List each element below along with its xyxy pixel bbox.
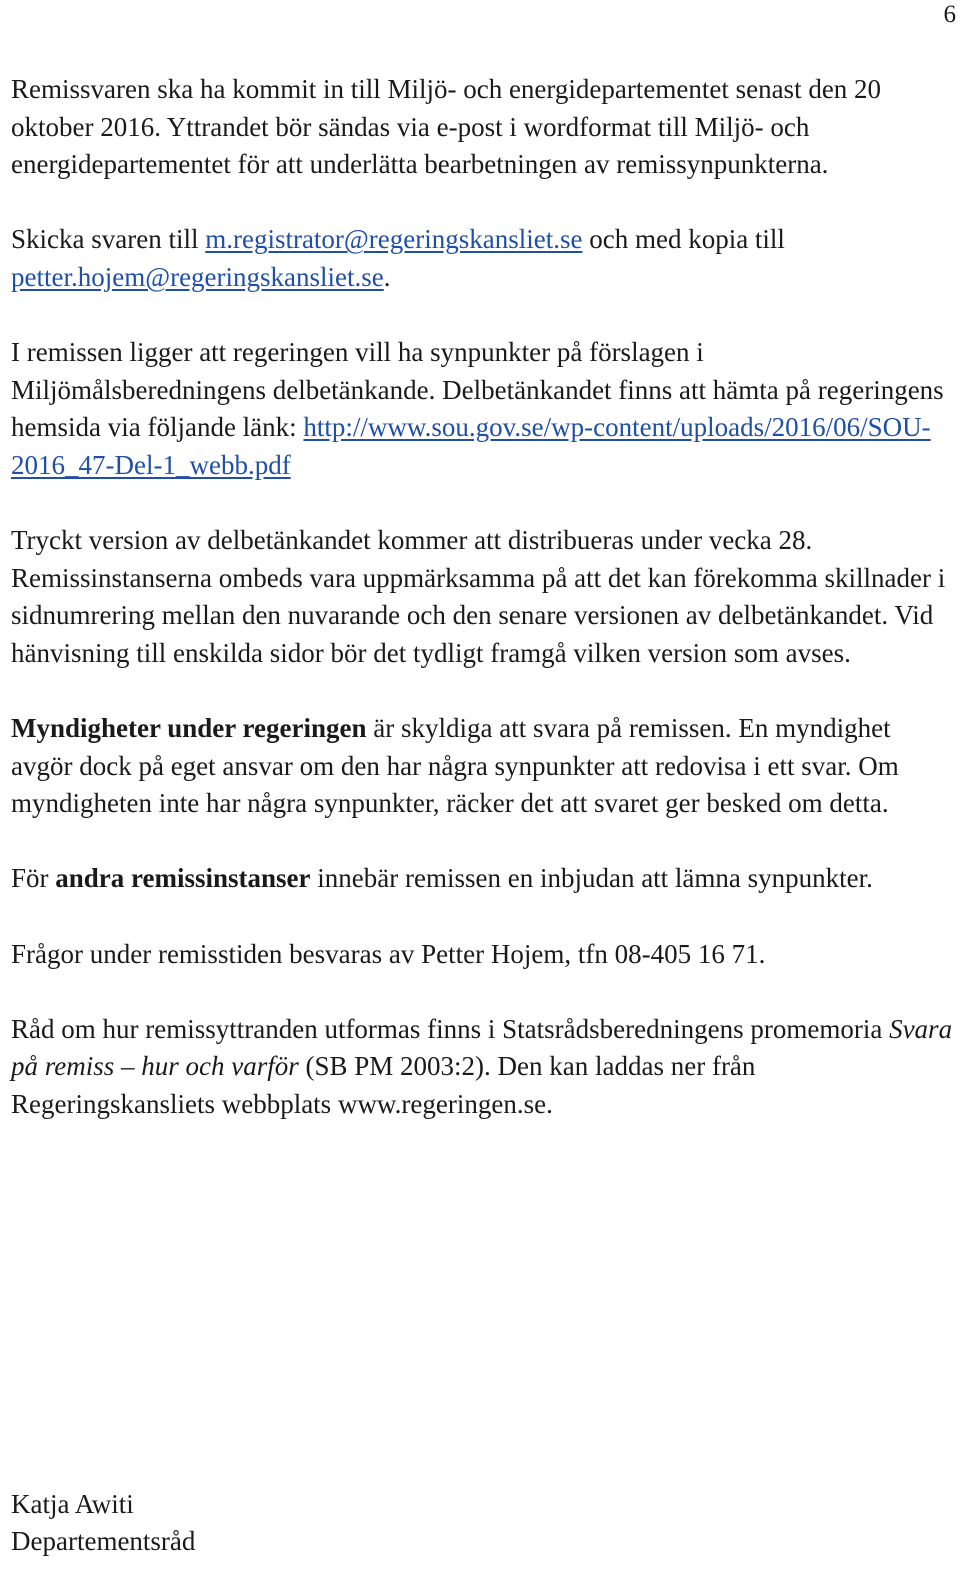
questions-text: Frågor under remisstiden besvaras av Petter Hojem, tfn 08-405 16 71. — [11, 938, 766, 969]
advice-prefix: Råd om hur remissyttranden utformas finns i Statsrådsberedningens promemoria — [11, 1013, 890, 1044]
advice-memo-title: Svara på remiss – hur och varför — [11, 1013, 953, 1082]
paragraph-send-to — [11, 221, 956, 296]
other-bodies-text: innebär remissen en inbjudan att lämna synpunkter. — [310, 863, 873, 894]
other-bodies-heading: andra remissinstanser — [55, 863, 311, 894]
paragraph-deadline-text: Remissvaren ska ha kommit in till Miljö- och energidepartementet senast den 20 oktober 2016. Yttrandet bör sändas via e-post i wordformat till Miljö- och energidepartementet för att underlätta bearbetningen av remissynpunkterna. — [11, 74, 882, 180]
paragraph-report-link — [11, 334, 956, 484]
authorities-text: är skyldiga att svara på remissen. En myndighet avgör dock på eget ansvar om den har några synpunkter att redovisa i ett svar. Om myndigheten inte har några synpunkter, räcker det att svaret ger besked om detta. — [11, 713, 899, 819]
paragraph-deadline — [11, 71, 956, 184]
registrator-email-link[interactable]: m.registrator@regeringskansliet.se — [205, 224, 583, 255]
letter-body — [11, 71, 956, 1161]
report-pdf-link[interactable]: http://www.sou.gov.se/wp-content/uploads/2016/06/SOU-2016_47-Del-1_webb.pdf — [11, 412, 931, 480]
page-number: 6 — [943, 1, 956, 28]
paragraph-other-bodies — [11, 860, 956, 898]
authorities-heading: Myndigheter under regeringen — [11, 713, 367, 744]
printed-version-text: Tryckt version av delbetänkandet kommer att distribueras under vecka 28. Remissinstanserna ombeds vara uppmärksamma på att det kan förekomma skillnader i sidnumrering mellan den nuvarande och den senare versionen av delbetänkandet. Vid hänvisning till enskilda sidor bör det tydligt framgå vilken version som avses. — [11, 525, 946, 668]
signature-title: Departementsråd — [11, 1526, 196, 1556]
paragraph-authorities — [11, 710, 956, 823]
signature-block — [11, 1486, 195, 1560]
paragraph-printed-version — [11, 522, 956, 672]
send-to-middle: och med kopia till — [582, 224, 785, 255]
send-to-prefix: Skicka svaren till — [11, 224, 206, 255]
other-bodies-prefix: För — [11, 863, 56, 894]
petter-hojem-email-link[interactable]: petter.hojem@regeringskansliet.se — [11, 261, 384, 292]
report-link-intro: I remissen ligger att regeringen vill ha synpunkter på förslagen i Miljömålsberedningens delbetänkande. Delbetänkandet finns att hämta på regeringens hemsida via följande länk: — [11, 337, 944, 443]
advice-suffix: (SB PM 2003:2). Den kan laddas ner från Regeringskansliets webbplats www.regeringen.se. — [11, 1051, 756, 1120]
signature-name: Katja Awiti — [11, 1489, 134, 1519]
send-to-suffix: . — [383, 261, 391, 292]
paragraph-advice — [11, 1011, 956, 1124]
paragraph-questions — [11, 936, 956, 974]
